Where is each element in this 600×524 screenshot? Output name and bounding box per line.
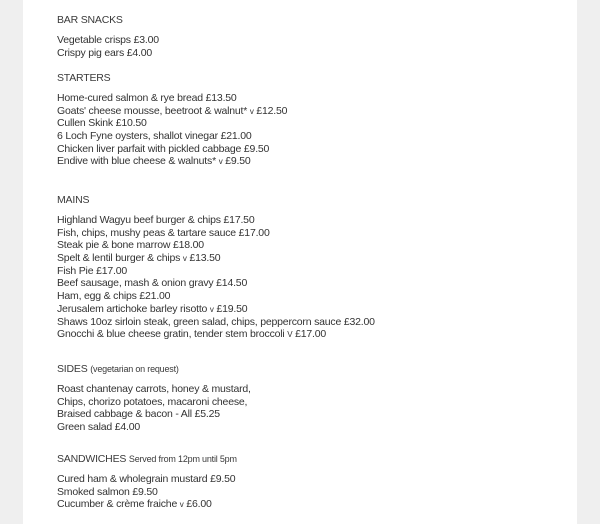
menu-item	[57, 498, 237, 511]
item-price: £5.25	[194, 408, 220, 421]
item-name: Shaws 10oz sirloin steak, green salad, chips, peppercorn sauce	[57, 315, 342, 328]
item-price: £9.50	[243, 142, 270, 155]
section-heading	[57, 14, 159, 27]
item-name: Gnocchi & blue cheese gratin, tender stem broccoli	[57, 328, 285, 341]
menu-item	[57, 265, 375, 278]
item-price: £4.00	[114, 421, 141, 434]
item-name: Cured ham & wholegrain mustard	[57, 473, 208, 485]
item-price: £9.50	[225, 155, 251, 168]
menu-section-sides	[57, 363, 251, 434]
vegetarian-mark: v	[249, 106, 254, 116]
item-name: Cucumber & crème fraiche	[57, 498, 178, 511]
item-price: £17.00	[295, 328, 327, 341]
item-price: £10.50	[115, 117, 147, 130]
item-price: £14.50	[216, 277, 248, 290]
menu-item	[57, 316, 375, 329]
menu-section-starters	[57, 72, 287, 168]
item-price: £13.50	[189, 252, 221, 265]
section-title: BAR SNACKS	[57, 14, 123, 26]
section-heading	[57, 194, 375, 207]
menu-item	[57, 130, 287, 143]
item-price: £19.50	[216, 302, 248, 315]
item-name: Chips, chorizo potatoes, macaroni cheese,	[57, 395, 248, 408]
item-name: Highland Wagyu beef burger & chips	[57, 214, 221, 226]
vegetarian-mark: v	[179, 500, 184, 510]
vegetarian-mark: V	[287, 330, 293, 340]
item-name: Endive with blue cheese & walnuts*	[57, 155, 216, 168]
item-name: Home-cured salmon & rye bread	[57, 92, 203, 104]
menu-item	[57, 408, 251, 421]
item-price: £9.50	[132, 485, 158, 498]
item-name: Crispy pig ears	[57, 46, 125, 59]
section-title: SANDWICHES	[57, 453, 127, 465]
item-name: Goats' cheese mousse, beetroot & walnut*	[57, 104, 248, 117]
menu-item	[57, 383, 251, 396]
menu-item	[57, 105, 287, 118]
menu-item	[57, 290, 375, 303]
menu-item	[57, 421, 251, 434]
item-name: Jerusalem artichoke barley risotto	[57, 302, 208, 315]
vegetarian-mark: v	[218, 157, 223, 167]
item-price: £17.50	[223, 214, 255, 226]
menu-section-bar-snacks	[57, 14, 159, 59]
menu-items	[57, 214, 375, 341]
section-heading	[57, 453, 237, 466]
item-name: Braised cabbage & bacon - All	[57, 408, 192, 421]
item-name: Fish Pie	[57, 264, 94, 277]
menu-items	[57, 473, 237, 511]
item-price: £18.00	[173, 239, 204, 252]
menu-item	[57, 252, 375, 265]
vegetarian-mark: v	[209, 304, 214, 314]
item-price: £17.00	[238, 226, 270, 239]
item-name: Roast chantenay carrots, honey & mustard,	[57, 383, 251, 395]
item-name: Beef sausage, mash & onion gravy	[57, 277, 214, 290]
menu-item	[57, 214, 375, 227]
menu-item	[57, 239, 375, 252]
menu-item	[57, 92, 287, 105]
section-heading	[57, 363, 251, 376]
menu-item	[57, 303, 375, 316]
section-title: MAINS	[57, 194, 90, 206]
menu-items	[57, 92, 287, 168]
menu-item	[57, 277, 375, 290]
item-price: £9.50	[210, 473, 236, 485]
menu-items	[57, 34, 159, 59]
menu-item	[57, 34, 159, 47]
item-price: £3.00	[133, 34, 159, 46]
item-price: £4.00	[126, 46, 153, 59]
item-name: Cullen Skink	[57, 117, 113, 130]
item-price: £6.00	[186, 498, 212, 511]
menu-items	[57, 383, 251, 434]
item-name: Ham, egg & chips	[57, 290, 137, 303]
item-name: Steak pie & bone marrow	[57, 239, 171, 252]
menu-item	[57, 143, 287, 156]
menu-item	[57, 117, 287, 130]
menu-item	[57, 486, 237, 499]
item-name: Chicken liver parfait with pickled cabbage	[57, 142, 242, 155]
item-price: £13.50	[205, 92, 237, 104]
item-price: £12.50	[256, 104, 288, 117]
section-note: (vegetarian on request)	[90, 364, 179, 374]
section-title: SIDES	[57, 363, 88, 375]
item-name: Green salad	[57, 421, 113, 434]
item-name: 6 Loch Fyne oysters, shallot vinegar	[57, 130, 218, 143]
menu-section-mains	[57, 194, 375, 341]
item-name: Fish, chips, mushy peas & tartare sauce	[57, 226, 236, 239]
menu-item	[57, 155, 287, 168]
menu-section-sandwiches	[57, 453, 237, 511]
menu-item	[57, 473, 237, 486]
section-heading	[57, 72, 287, 85]
item-name: Vegetable crisps	[57, 34, 131, 46]
menu-item	[57, 47, 159, 60]
item-name: Smoked salmon	[57, 485, 130, 498]
section-note: Served from 12pm until 5pm	[128, 454, 237, 464]
item-price: £21.00	[220, 130, 252, 143]
menu-item	[57, 227, 375, 240]
item-price: £17.00	[96, 264, 127, 277]
menu-item	[57, 396, 251, 409]
section-title: STARTERS	[57, 72, 111, 84]
item-price: £21.00	[139, 290, 171, 303]
item-price: £32.00	[343, 315, 375, 328]
menu-item	[57, 328, 375, 341]
vegetarian-mark: v	[182, 254, 187, 264]
item-name: Spelt & lentil burger & chips	[57, 252, 181, 265]
